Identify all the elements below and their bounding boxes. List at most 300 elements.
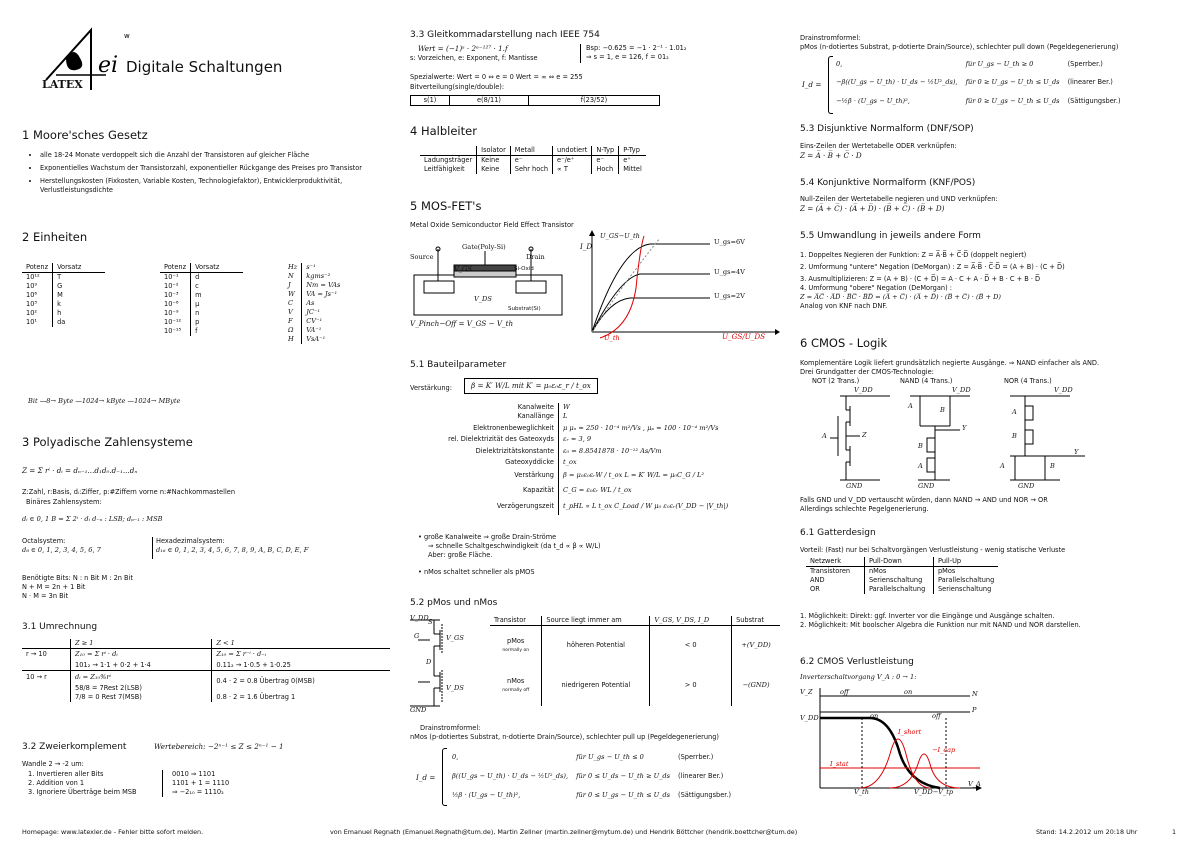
octal-set: d₈ ∈ 0, 1, 2, 3, 4, 5, 6, 7 (22, 546, 101, 554)
pmos-cases (832, 56, 1125, 110)
value: 0010 ⇒ 1101 (172, 770, 216, 778)
gatter-note-2: 2. Möglichkeit: Mit boolscher Algebra die Funktion nur mit NAND und NOR darstellen. (800, 621, 1081, 629)
curve-label-6v: U_gs=6V (714, 238, 745, 246)
hex-label: Hexadezimalsystem: (156, 537, 225, 545)
cell: für U_gs − U_th ≥ 0 (965, 59, 1034, 68)
step: 1. Doppeltes Negieren der Funktion: Z = A̅·B̅ + C̅·D̅ (doppelt negiert) (800, 251, 1027, 259)
list-item: • Exponentielles Wachstum der Transistorzahl, exponentieller Rückgange des Preises pro Transistor (40, 164, 400, 173)
nmos-id: I_d = (416, 773, 436, 782)
cell: W (563, 403, 570, 411)
bullet-text: große Kanalweite ⇒ große Drain-Ströme (424, 533, 557, 541)
cell: dᵢ = Z₁₀%rⁱ (71, 670, 212, 684)
nmos-drain-desc: nMos (p-dotiertes Substrat, n-dotierte Drain/Source), schlechter pull up (Pegeldegenerierung) (410, 733, 719, 741)
hex-set: d₁₆ ∈ 0, 1, 2, 3, 4, 5, 6, 7, 8, 9, A, B, C, D, E, F (156, 546, 309, 554)
plot-top-label: U_GS−U_th (600, 232, 640, 240)
cell: εᵣ ≈ 3, 9 (563, 435, 592, 443)
power-plot (800, 684, 990, 796)
heading-polyadisch: 3 Polyadische Zahlensysteme (22, 435, 193, 449)
cell: Kapazität (410, 483, 559, 497)
cell: 10⁻⁹ (160, 309, 191, 318)
substrate-label: Substrat(Si) (508, 306, 541, 312)
cell: kgms⁻² (306, 272, 331, 280)
page-title: Digitale Schaltungen (126, 58, 283, 76)
nand-a: A (908, 402, 913, 410)
plot-off-2: off (932, 712, 941, 720)
cell: Keine (477, 156, 511, 166)
cell: 10 → r (22, 670, 71, 684)
cell: 0.8 · 2 = 1.6 Übertrag 1 (216, 693, 296, 701)
cell: s⁻¹ (306, 263, 316, 271)
svg-text:ei: ei (98, 53, 119, 78)
cell: 58/8 = 7Rest 2(LSB) (71, 684, 212, 693)
nand-a2: A (918, 462, 923, 470)
cell: nMos (507, 676, 525, 685)
gatter-table (806, 557, 998, 594)
cell: OR (806, 585, 865, 594)
nor-gnd: GND (1018, 482, 1035, 490)
cell: Parallelschaltung (865, 585, 934, 594)
cell: Z₁₀ = Σ rⁱ · dᵢ (71, 649, 212, 661)
umwandlung-steps (800, 251, 1178, 311)
cell: 7/8 = 0 Rest 7(MSB) (71, 693, 212, 702)
th: Vorsatz (195, 263, 220, 271)
footer-date: Stand: 14.2.2012 um 20:18 Uhr (1036, 828, 1138, 836)
cell: C (284, 299, 302, 308)
th: Transistor (490, 616, 542, 626)
cell: ½β · (U_gs − U_th)², (452, 790, 521, 799)
gate-label-not: NOT (2 Trans.) (812, 377, 860, 385)
value: 1101 + 1 = 1110 (172, 779, 230, 787)
plot-vdd: V_DD (800, 714, 819, 722)
cell: pMos (507, 636, 525, 645)
mosfet-subtitle: Metal Oxide Semiconductor Field Effect Transistor (410, 221, 574, 229)
octal-block (22, 537, 153, 559)
nmos-drain-label: Drainstromformel: (420, 724, 481, 732)
cell: (Sättigungsber.) (678, 790, 732, 799)
cell: für 0 ≤ U_ds − U_th ≥ U_ds (576, 771, 671, 780)
footer-authors: von Emanuel Regnath (Emanuel.Regnath@tum.de), Martin Zellner (martin.zellner@mytum.de) und Hendrik Böttcher (hendrik.boettcher@tum.de) (330, 828, 798, 836)
cell: CV⁻¹ (306, 317, 323, 325)
cell: 10³ (22, 300, 53, 309)
heading-dnf: 5.3 Disjunktive Normalform (DNF/SOP) (800, 124, 974, 134)
gate-label: Gate(Poly-Si) (462, 243, 506, 251)
needed-bits (22, 574, 133, 601)
nand-b2: B (918, 442, 923, 450)
th: Source liegt immer am (542, 616, 650, 626)
verlust-text: Inverterschaltvorgang V_A : 0 → 1: (800, 673, 917, 681)
th: Pull-Up (938, 557, 962, 565)
cell: 10⁹ (22, 282, 53, 291)
cell: > 0 (650, 666, 732, 706)
th: undotiert (553, 146, 592, 156)
cell: 10⁻³ (160, 291, 191, 300)
cell: M (57, 291, 63, 299)
plot-vtn: V_th (854, 788, 869, 796)
not-a: A (822, 432, 827, 440)
cell: c (195, 282, 199, 290)
cell: +(V_DD) (741, 641, 771, 650)
oxide-label: Si-Oxid (514, 266, 534, 272)
bullet: • große Kanalweite ⇒ große Drain-Ströme (418, 533, 557, 541)
example-line: Bsp: −0.625 = −1 · 2⁻¹ · 1.01₂ (586, 44, 687, 52)
semiconductor-table (420, 146, 646, 174)
verstaerkung-formula: β = K′ W/L mit K′ = μ₀ε₀ε_r / t_ox (464, 378, 598, 394)
cell: Kanalweite (410, 403, 559, 412)
vgs-label: V_GS (454, 265, 472, 273)
dia-vgs: V_GS (446, 634, 464, 642)
not-z: Z (862, 431, 867, 439)
cell: 10² (22, 309, 53, 318)
polyadic-formula: Z = Σ rⁱ · dᵢ = dₙ₋₁...d₁d₀.d₋₁...dₙ (22, 466, 138, 475)
cell: −(GND) (742, 681, 770, 689)
heading-mosfet: 5 MOS-FET's (410, 199, 482, 213)
conversion-table (22, 639, 390, 702)
svg-text:w: w (124, 32, 130, 40)
cell: Elektronenbeweglichkeit (410, 421, 559, 435)
cell: µ (195, 300, 200, 308)
cell: höheren Potential (542, 626, 650, 666)
cell: As (306, 299, 315, 307)
cell: Verstärkung (410, 467, 559, 483)
cell: 10⁻¹² (160, 318, 191, 327)
cell: G (57, 282, 63, 290)
cell: Keine (477, 165, 511, 174)
cell: 10⁻¹ (160, 273, 191, 283)
dia-vds: V_DS (446, 684, 464, 692)
cell: f (195, 327, 198, 335)
plot-x-label: U_GS/U_DS (722, 332, 766, 341)
th: Potenz (160, 263, 191, 273)
cmos-text-1: Komplementäre Logik liefert grundsätzlich negierte Ausgänge. ⇒ NAND einfacher als AND. (800, 359, 1100, 367)
heading-cmos: 6 CMOS - Logik (800, 336, 888, 350)
plot-y-label: I_D (580, 242, 593, 251)
nmos-cases (448, 748, 735, 804)
cell: 101₂ → 1·1 + 0·2 + 1·4 (71, 661, 212, 671)
cell-sub: normally off (502, 687, 530, 693)
cell: für U_gs − U_th ≤ 0 (576, 752, 644, 761)
cell: m (195, 291, 202, 299)
pmos-drain-label: Drainstromformel: (800, 34, 861, 42)
cell: (linearer Ber.) (678, 771, 724, 780)
bauteil-bullets (418, 533, 601, 577)
th: P-Typ (623, 146, 640, 154)
brace (442, 748, 447, 806)
moore-list (28, 151, 400, 199)
cell-sub: normally on (502, 647, 530, 653)
cmos-text-4: Allerdings schlechte Pegelgenerierung. (800, 505, 929, 513)
heading-gatterdesign: 6.1 Gatterdesign (800, 528, 876, 538)
cell: nMos (865, 567, 934, 577)
heading-umrechnung: 3.1 Umrechnung (22, 622, 98, 632)
th: Isolator (477, 146, 511, 156)
heading-zweierkomplement: 3.2 Zweierkomplement (22, 742, 127, 752)
cell: Ω (284, 326, 302, 335)
th: V_GS, V_DS, I_D (650, 616, 732, 626)
cell: da (57, 318, 66, 326)
cell: Verzögerungszeit (410, 497, 559, 515)
cell: 10⁻¹⁵ (160, 327, 191, 336)
heading-umwandlung: 5.5 Umwandlung in jeweils andere Form (800, 231, 981, 241)
th: Substrat (736, 616, 764, 624)
cell: ∝ T (553, 165, 592, 174)
plot-vtp: V_DD−V_tp (914, 788, 954, 796)
cell: Transistoren (806, 567, 865, 577)
vds-label: V_DS (474, 295, 492, 303)
octal-label: Octalsystem: (22, 537, 66, 545)
cell: für 0 ≥ U_gs − U_th ≤ U_ds (965, 77, 1060, 86)
cell: VsA⁻¹ (306, 335, 326, 343)
heading-moore: 1 Moore'sches Gesetz (22, 128, 148, 142)
source-label: Source (410, 253, 434, 261)
cell: 0.11₂ → 1·0.5 + 1·0.25 (216, 660, 291, 669)
list-item: • alle 18-24 Monate verdoppelt sich die Anzahl der Transistoren auf gleicher Fläche (40, 151, 400, 160)
zweier-values (172, 770, 229, 797)
cell: h (57, 309, 62, 317)
ieee-formula: Wert = (−1)ˢ · 2ᵉ⁻¹²⁷ · 1.f (418, 44, 508, 53)
dia-g: G (414, 632, 420, 640)
cell: r → 10 (22, 649, 71, 661)
th: Pull-Down (865, 557, 934, 567)
ieee-special: Spezialwerte: Wert = 0 ⇔ e = 0 Wert = ∞ ⇔ e = 255 (410, 73, 583, 81)
zweier-range: Wertebereich: −2ⁿ⁻¹ ≤ Z ≤ 2ⁿ⁻¹ − 1 (154, 742, 284, 751)
hex-block (156, 537, 308, 555)
pmos-nmos-diagram (410, 614, 490, 714)
cell: 0, (836, 59, 843, 68)
cell: J (284, 281, 302, 290)
th: N-Typ (592, 146, 619, 156)
knf-formula: Z = (A̅ + C̅) · (A̅ + D̅) · (B̅ + C̅) · (B̅ + D) (800, 204, 945, 213)
step: 3. Ausmultiplizieren: Z = (A + B) · (C + D̅) = A · C + A · D̅ + B · C + B · D̅ (800, 275, 1041, 283)
drain-label: Drain (526, 253, 545, 261)
step: 2. Addition von 1 (28, 779, 85, 787)
heading-bauteilparameter: 5.1 Bauteilparameter (410, 360, 507, 370)
pinch-off-formula: V_Pinch−Off = V_GS − V_th (410, 319, 514, 328)
cell: H (284, 335, 302, 344)
list-item: • Herstellungskosten (Fixkosten, Variable Kosten, Technologiefaktor), Entwicklerproduktivität, Verlustleistungsdichte (40, 177, 400, 195)
dnf-formula: Z = A̅ · B̅ + C̅ · D (800, 151, 862, 160)
cell: ε₀ = 8.8541878 · 10⁻¹² As/Vm (563, 446, 662, 455)
nor-b: B (1012, 432, 1017, 440)
heading-pmos-nmos: 5.2 pMos und nMos (410, 598, 498, 608)
heading-knf: 5.4 Konjunktive Normalform (KNF/POS) (800, 178, 976, 188)
cell: 0.4 · 2 = 0.8 Übertrag 0(MSB) (216, 677, 315, 686)
footer-homepage: Homepage: www.latexler.de - Fehler bitte sofort melden. (22, 828, 204, 836)
heading-verlustleistung: 6.2 CMOS Verlustleistung (800, 657, 914, 667)
cell: Leitfähigkeit (420, 165, 477, 174)
cell: k (57, 300, 61, 308)
pmos-id: I_d = (802, 80, 822, 89)
cell: C_G = ε₀εᵣ WL / t_ox (563, 485, 632, 494)
mosfet-cross-section (410, 235, 570, 345)
cmos-text-2: Drei Grundgatter der CMOS-Technologie: (800, 368, 934, 376)
cell: für 0 ≥ U_gs − U_th ≤ U_ds (965, 96, 1060, 105)
nor-b2: B (1050, 462, 1055, 470)
step: Z = A̅C̅ · A̅D̅ · B̅C̅ · B̅D̅ = (A̅ + C̅) · (A̅ + D̅) · (B̅ + C̅) · (B̅ + D) (800, 293, 1001, 301)
nor-a2: A (1000, 462, 1005, 470)
not-gnd: GND (846, 482, 863, 490)
plot-va: V_A (968, 780, 981, 788)
not-vdd: V_DD (854, 386, 873, 394)
cell: 10⁻⁶ (160, 300, 191, 309)
plot-uth-label: U_th (604, 334, 620, 342)
binary-label: Binäres Zahlensystem: (26, 498, 102, 506)
cell: Serienschaltung (865, 576, 934, 585)
cell: 10⁻² (160, 282, 191, 291)
plot-off-1: off (840, 688, 849, 696)
cell: AND (806, 576, 865, 585)
cell: n (195, 309, 200, 317)
cell: 10¹ (22, 318, 53, 327)
logo-text: LATEX (42, 78, 83, 91)
nand-b: B (940, 406, 945, 414)
ieee-example (586, 44, 687, 62)
cell: (Sperrber.) (1067, 59, 1103, 68)
gate-label-nand: NAND (4 Trans.) (900, 377, 953, 385)
cell: Sehr hoch (510, 165, 552, 174)
dnf-text: Eins-Zeilen der Wertetabelle ODER verknüpfen: (800, 142, 957, 150)
cell: < 0 (650, 626, 732, 666)
step: Analog von KNF nach DNF. (800, 302, 888, 310)
nor-vdd: V_DD (1054, 386, 1073, 394)
cmos-gates-diagram (800, 386, 1170, 494)
cell: Parallelschaltung (938, 576, 995, 584)
cmos-text-3: Falls GND und V_DD vertauscht würden, dann NAND → AND und NOR → OR (800, 496, 1048, 504)
line: N + M = 2n + 1 Bit (22, 583, 86, 591)
zweier-steps (28, 770, 163, 797)
heading-einheiten: 2 Einheiten (22, 230, 88, 244)
mosfet-characteristic-plot (580, 228, 780, 348)
polyadic-legend: Z:Zahl, r:Basis, dᵢ:Ziffer, p:#Ziffern vorne n:#Nachkommastellen (22, 488, 236, 496)
cell: β((U_gs − U_th) · U_ds − ½U²_ds), (452, 771, 569, 780)
nand-gnd: GND (918, 482, 935, 490)
cell: Gateoxyddicke (410, 458, 559, 467)
cell: −β((U_gs − U_th) · U_ds − ½U²_ds), (836, 77, 958, 86)
cell: Z₁₀ = Σ r⁻ⁱ · d₋ᵢ (216, 650, 266, 659)
nand-y: Y (962, 424, 967, 432)
cell: −½β · (U_gs − U_th)², (836, 96, 910, 105)
gatter-text: Vorteil: (Fast) nur bei Schaltvorgängen Verlustleistung - wenig statische Verluste (800, 546, 1066, 554)
cell: Serienschaltung (938, 585, 992, 593)
curve-label-2v: U_gs=2V (714, 292, 745, 300)
cell: Kanallänge (410, 412, 559, 421)
th: Metall (510, 146, 552, 156)
cell: Mittel (623, 165, 642, 173)
step: 1. Invertieren aller Bits (28, 770, 104, 778)
cell: (linearer Ber.) (1067, 77, 1113, 86)
curve-label-4v: U_gs=4V (714, 268, 745, 276)
cell: e⁻ (592, 156, 619, 166)
plot-n: N (972, 690, 978, 698)
nor-y: Y (1074, 448, 1079, 456)
prefix-table-big (22, 263, 105, 327)
value: ⇒ −2₁₀ = 1110₂ (172, 788, 224, 796)
cell: F (284, 317, 302, 326)
nand-vdd: V_DD (952, 386, 971, 394)
ieee-formula-block (410, 44, 581, 63)
cell: p (195, 318, 200, 326)
plot-on-1: on (904, 688, 913, 696)
bullet: • nMos schaltet schneller als pMOS (418, 568, 535, 576)
th: Potenz (22, 263, 53, 273)
cell: 10⁶ (22, 291, 53, 300)
cell: Hoch (592, 165, 619, 174)
dia-vdd: V_DD (410, 614, 429, 622)
bullet-text: nMos schaltet schneller als pMOS (424, 568, 535, 576)
gate-label-nor: NOR (4 Trans.) (1004, 377, 1052, 385)
binary-formula: dᵢ ∈ 0, 1 B = Σ 2ⁱ · dᵢ d₋ₙ : LSB; dₚ₋₁ : MSB (22, 515, 163, 523)
prefix-table-small (160, 263, 243, 336)
cell: (Sperrber.) (678, 752, 714, 761)
bullet-cont: ⇒ schnelle Schaltgeschwindigkeit (da t_d ∝ β ∝ W/L) (428, 542, 601, 550)
cell: f(23/52) (580, 96, 608, 104)
line: N · M = 3n Bit (22, 592, 69, 600)
zweier-intro: Wandle 2 → -2 um: (22, 760, 84, 768)
cell: (Sättigungsber.) (1067, 96, 1121, 105)
si-units-table (284, 263, 344, 344)
cell: e⁻ (510, 156, 552, 166)
step: 4. Umformung "obere" Negation (DeMorgan) : (800, 284, 952, 292)
cell: μ μₙ ≈ 250 · 10⁻⁴ m²/Vs , μₚ ≈ 100 · 10⁻⁴ m²/Vs (563, 423, 719, 432)
verstaerkung-label: Verstärkung: (410, 384, 452, 392)
heading-ieee: 3.3 Gleitkommadarstellung nach IEEE 754 (410, 30, 600, 40)
cell: e⁻/e⁺ (553, 156, 592, 166)
dia-gnd: GND (410, 706, 427, 714)
cell: T (57, 273, 62, 281)
th: Z < 1 (216, 639, 235, 647)
th: Vorsatz (57, 263, 82, 271)
cell: niedrigeren Potential (542, 666, 650, 706)
th: Netzwerk (806, 557, 865, 567)
cell: 0, (452, 752, 459, 761)
plot-on-2: on (870, 712, 879, 720)
dia-d: D (426, 658, 432, 666)
cell: d (195, 273, 200, 281)
bullet-cont: Aber: große Fläche. (428, 551, 493, 559)
plot-ishort: I_short (898, 728, 922, 736)
cell: VA = Js⁻¹ (306, 290, 338, 298)
step: 3. Ignoriere Überträge beim MSB (28, 788, 137, 796)
cell: L (563, 412, 568, 420)
ieee-bits-table (410, 95, 660, 106)
latex-4ei-logo (36, 20, 136, 100)
step: 2. Umformung "untere" Negation (DeMorgan) : Z = A̅·B̅ · C̅·D̅ = (A + B) · (C + D̅) (800, 263, 1065, 271)
cell: t_pHL ∝ L t_ox C_Load / W μ₀ ε₀εᵣ(V_DD − |V_th|) (563, 501, 729, 510)
cell: VA⁻¹ (306, 326, 322, 334)
cell: W (284, 290, 302, 299)
cell: t_ox (563, 458, 577, 466)
th: Z ≥ 1 (71, 639, 212, 649)
cell: N (284, 272, 302, 281)
knf-text: Null-Zeilen der Wertetabelle negieren und UND verknüpfen: (800, 195, 998, 203)
cell: 10¹² (22, 273, 53, 283)
bit-byte-chain: Bit —8→ Byte —1024→ kByte —1024→ MByte (28, 397, 181, 405)
cell: JC⁻¹ (306, 308, 321, 316)
cell: e(8/11) (450, 96, 529, 106)
plot-p: P (972, 706, 977, 714)
plot-istat: I_stat (830, 760, 849, 768)
cell: Nm = VAs (306, 281, 341, 289)
cell: Ladungsträger (420, 156, 477, 166)
plot-vz: V_Z (800, 688, 813, 696)
plot-icap: −I_cap (932, 746, 956, 754)
parameter-table (410, 403, 732, 515)
ieee-legend: s: Vorzeichen, e: Exponent, f: Mantisse (410, 54, 538, 62)
cell: e⁺ (623, 156, 631, 164)
pmos-nmos-table (490, 616, 780, 706)
cell: β = μ₀ε₀εᵣW / t_ox L = K′ W/L = μ₀C_G / L² (563, 470, 705, 479)
cell: rel. Dielektrizität des Gateoxyds (410, 435, 559, 444)
ieee-bits-label: Bitverteilung(single/double): (410, 83, 505, 91)
